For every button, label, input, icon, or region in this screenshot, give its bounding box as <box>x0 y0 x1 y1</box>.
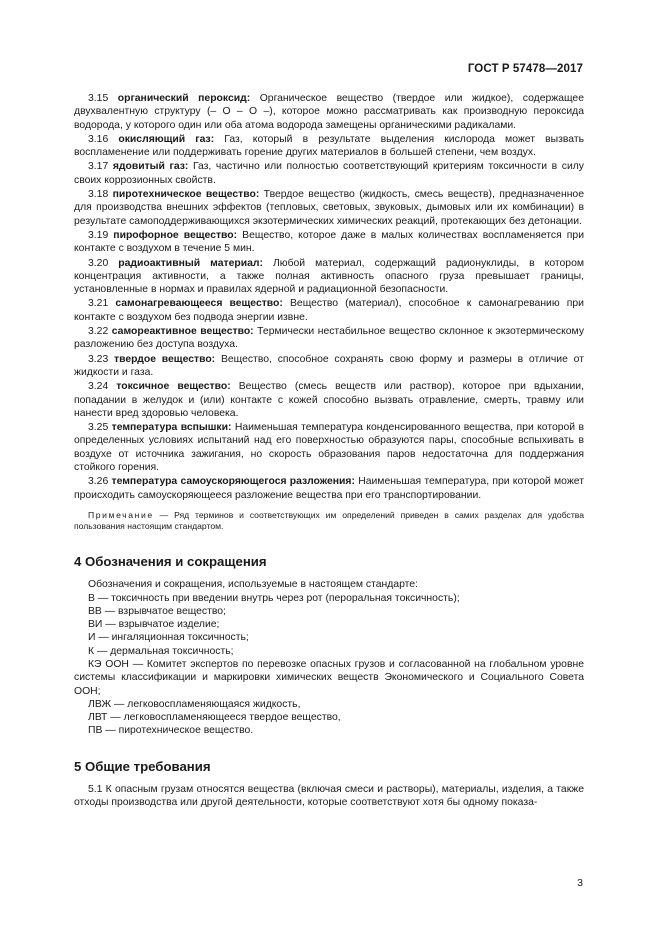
term-definition <box>74 229 584 256</box>
document-id-header: ГОСТ Р 57478—2017 <box>467 63 583 75</box>
term-name: окисляющий газ: <box>118 133 215 145</box>
section-5-heading: 5 Общие требования <box>74 758 211 774</box>
term-number: 3.21 <box>88 298 109 310</box>
term-name: температура вспышки: <box>111 422 232 434</box>
term-name: пирофорное вещество: <box>113 229 238 241</box>
abbreviation-item: ПВ — пиротехническое вещество. <box>88 725 254 737</box>
term-number: 3.24 <box>88 381 109 393</box>
term-number: 3.25 <box>88 422 109 434</box>
term-number: 3.16 <box>88 133 109 145</box>
term-text: Вещество (смесь веществ или раствор), которое при вдыхании, попадании в желудок и (или) контакте с кожей способно вызвать отравление, смерть, травму или нанести вред здоровью человека. <box>74 381 584 419</box>
term-text: Газ, который в результате выделения кислорода может вызвать воспламенение или поддерживать горение других материалов в большей степени, чем воздух. <box>74 133 585 159</box>
terms-list <box>74 92 584 502</box>
term-definition <box>74 188 584 228</box>
note-paragraph <box>74 510 584 533</box>
term-text: Твердое вещество (жидкость, смесь веществ), предназначенное для производства внешних эффектов (тепловых, световых, звуковых, дымовых или их комбинации) в результате самоподдерживающихся экзотермических химических реакций, протекающих без детонации. <box>74 189 584 227</box>
term-definition <box>74 421 584 474</box>
term-text: Термически нестабильное вещество склонное к экзотермическому разложению без доступа воздуха. <box>74 326 585 351</box>
term-name: ядовитый газ: <box>112 161 189 173</box>
abbreviation-item: ВИ — взрывчатое изделие; <box>88 619 220 631</box>
abbreviation-item: ЛВЖ — легковоспламеняющаяся жидкость, <box>88 698 301 710</box>
term-definition <box>74 325 584 352</box>
note-label: Примечание <box>88 509 154 520</box>
term-number: 3.20 <box>88 257 109 269</box>
term-definition <box>74 92 584 132</box>
term-text: Наименьшая температура, при которой может происходить самоускоряющееся разложение вещества при его транспортировании. <box>74 476 584 501</box>
section-4-intro: Обозначения и сокращения, используемые в настоящем стандарте: <box>88 579 418 591</box>
term-definition <box>74 133 584 160</box>
term-text: Вещество (материал), способное к самонагреванию при контакте с воздухом без подвода энергии извне. <box>74 298 584 323</box>
term-text: Органическое вещество (твердое или жидкое), содержащее двухвалентную структуру (– О – О –), которое можно рассматривать как производную пероксида водорода, у которого один или оба атома водорода замещены органическими радикалами. <box>74 93 584 131</box>
term-text: Любой материал, содержащий радионуклиды, в котором концентрация активности, а также полная активность опасного груза превышает границы, установленные в нормах и правилах ядерной и радиационной безопасности. <box>74 257 585 296</box>
term-definition <box>74 257 584 297</box>
term-number: 3.19 <box>88 229 109 241</box>
term-name: температура самоускоряющегося разложения: <box>111 476 355 488</box>
term-number: 3.18 <box>88 189 109 201</box>
term-number: 3.26 <box>88 476 109 488</box>
term-name: токсичное вещество: <box>116 381 231 393</box>
section-4-heading: 4 Обозначения и сокращения <box>74 553 267 569</box>
term-name: самонагревающееся вещество: <box>115 298 283 310</box>
term-definition <box>74 353 584 380</box>
abbreviation-item: ВВ — взрывчатое вещество; <box>88 605 226 617</box>
term-name: пиротехническое вещество: <box>112 189 260 201</box>
term-number: 3.17 <box>88 161 109 173</box>
term-number: 3.23 <box>88 353 109 365</box>
note-text: — Ряд терминов и соответствующих им определений приведен в самих разделах для удобства пользования настоящим стандартом. <box>74 509 584 532</box>
term-number: 3.15 <box>88 93 109 104</box>
term-name: твердое вещество: <box>114 353 216 365</box>
term-name: самореактивное вещество: <box>111 326 254 338</box>
abbreviations-list <box>74 592 584 738</box>
term-text: Наименьшая температура конденсированного вещества, при которой в определенных условиях испытаний над его поверхностью образуются пары, способные вспыхивать в воздухе от источника зажигания, но скорость образования паров недостаточна для поддержания стойкого горения. <box>74 422 585 474</box>
term-definition <box>74 160 584 187</box>
page-number: 3 <box>577 877 583 889</box>
document-body <box>74 92 584 811</box>
term-definition <box>74 380 584 420</box>
abbreviation-item: КЭ ООН — Комитет экспертов по перевозке опасных грузов и согласованной на глобальном уровне системы классификации и маркировки химических веществ Экономического и Социального Совета ООН; <box>74 658 584 697</box>
term-name: радиоактивный материал: <box>118 257 263 269</box>
term-text: Газ, частично или полностью соответствующий критериям токсичности в силу своих коррозионных свойств. <box>74 161 585 186</box>
abbreviation-item: В — токсичность при введении внутрь через рот (пероральная токсичность); <box>88 592 460 604</box>
section-5-paragraph: 5.1 К опасным грузам относятся вещества (включая смеси и растворы), материалы, изделия, а также отходы производства или другой деятельности, которые соответствуют хотя бы одному показа- <box>74 784 584 809</box>
abbreviation-item: И — ингаляционная токсичность; <box>88 632 249 644</box>
term-definition <box>74 475 584 502</box>
term-name: органический пероксид: <box>117 93 251 104</box>
abbreviation-item: ЛВТ — легковоспламеняющееся твердое вещество, <box>88 712 341 724</box>
abbreviation-item: К — дермальная токсичность; <box>88 645 234 657</box>
term-text: Вещество, способное сохранять свою форму и размеры в отличие от жидкости и газа. <box>74 353 584 378</box>
term-number: 3.22 <box>88 326 109 338</box>
term-definition <box>74 297 584 324</box>
term-text: Вещество, которое даже в малых количествах воспламеняется при контакте с воздухом в течение 5 мин. <box>74 229 585 255</box>
